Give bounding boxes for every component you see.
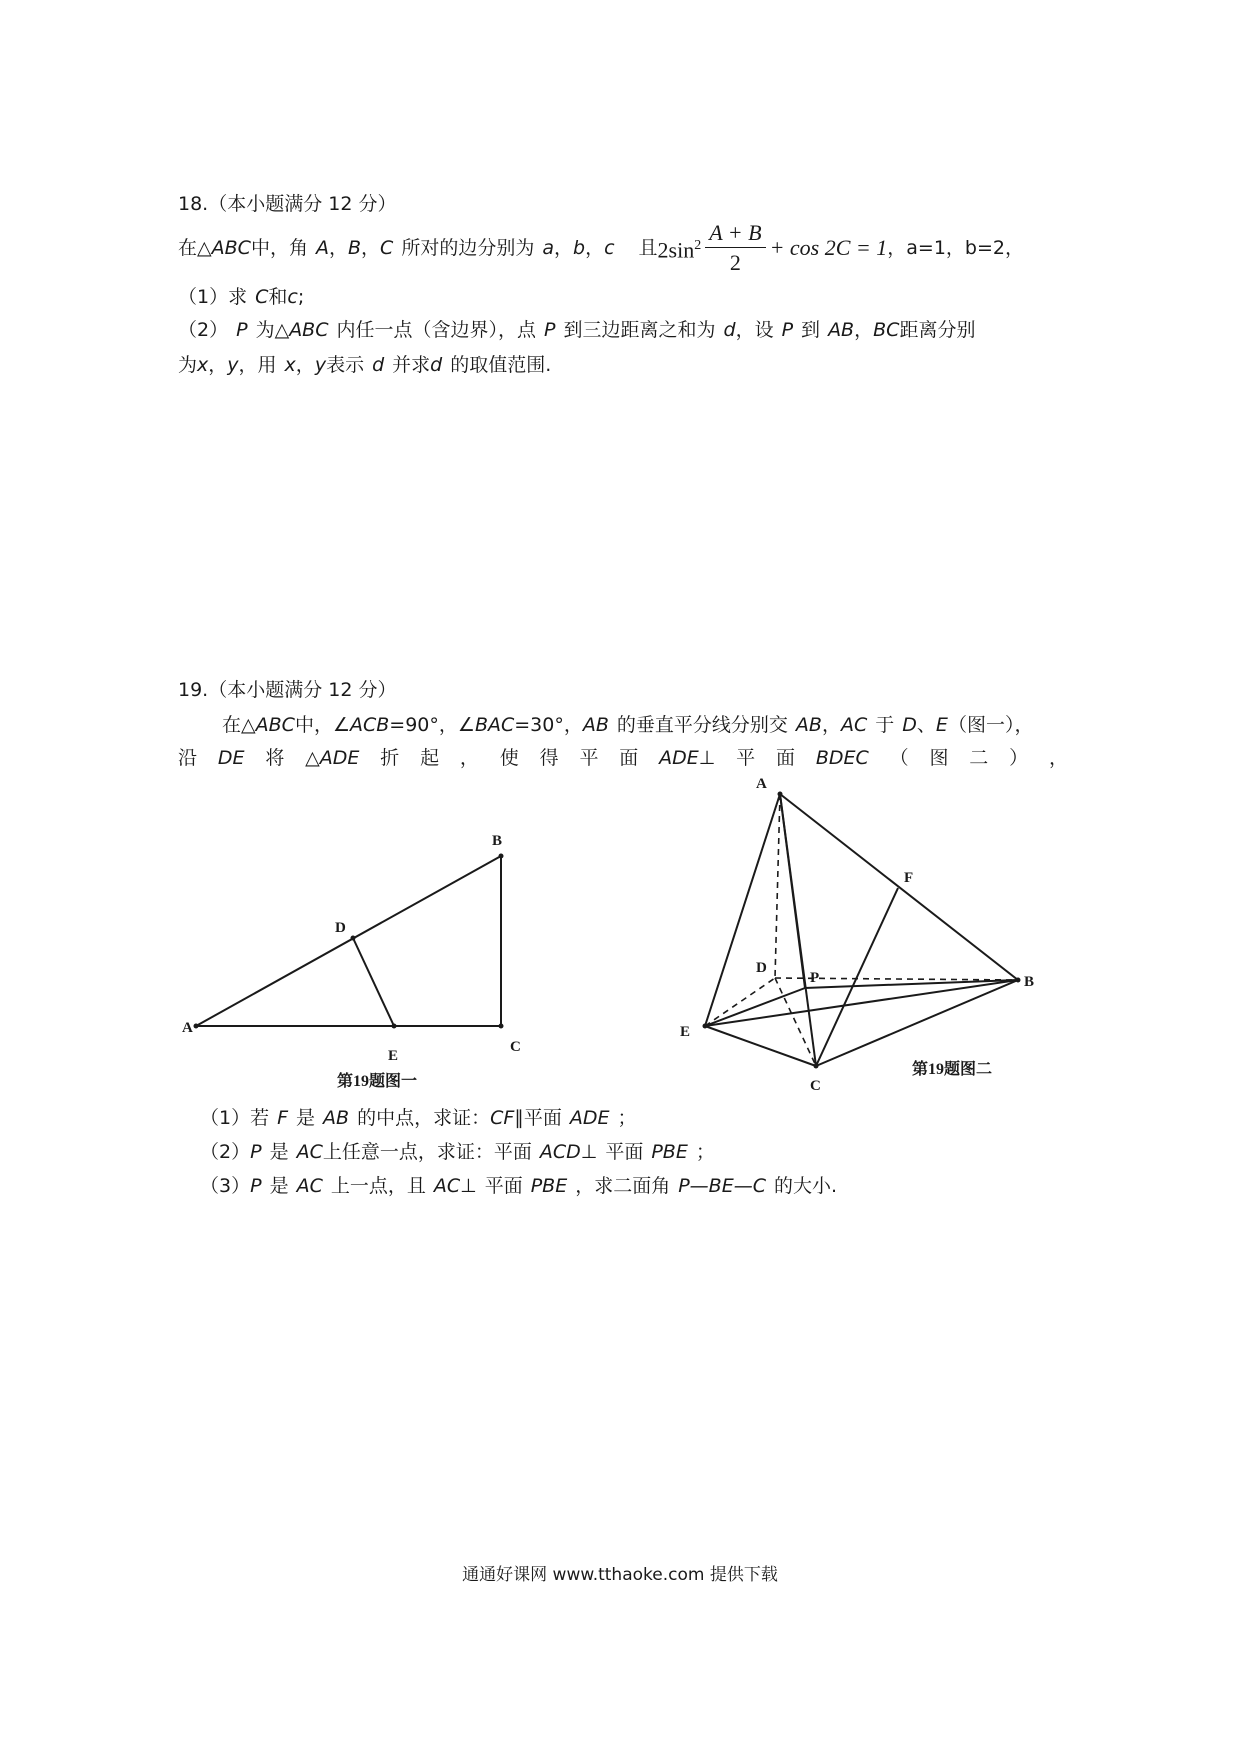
- q19-part1: [200, 1104, 636, 1132]
- var-y: y: [314, 354, 327, 376]
- text: ，求二面角: [575, 1175, 671, 1197]
- fraction: [705, 219, 765, 278]
- var-abc: ABC: [255, 714, 295, 736]
- text: =30°，: [514, 714, 583, 736]
- text: 在△: [178, 237, 212, 259]
- var-ADE: ADE: [569, 1107, 610, 1129]
- q18-heading: 18.（本小题满分 12 分）: [178, 193, 397, 215]
- text: （图一），: [947, 714, 1034, 736]
- var-x: x: [284, 354, 296, 376]
- text: 所对的边分别为: [401, 237, 535, 259]
- text: 沿: [178, 747, 198, 769]
- label-A: A: [756, 776, 767, 792]
- point-E: [703, 1024, 708, 1029]
- text: 的中点，求证：: [357, 1107, 491, 1129]
- figure-2-pyramid: [660, 770, 1060, 1090]
- text: 中，∠: [294, 714, 350, 736]
- point-C: [814, 1064, 819, 1069]
- text: ;: [297, 286, 305, 308]
- point-D: [351, 936, 356, 941]
- var-d: d: [372, 354, 385, 376]
- text: 、: [916, 714, 936, 736]
- text: 和: [268, 286, 288, 308]
- label-C: C: [510, 1039, 521, 1055]
- var-P: P: [781, 319, 794, 341]
- text: 平: [579, 747, 599, 769]
- var-abc: ABC: [211, 237, 251, 259]
- var-d: d: [430, 354, 443, 376]
- text: ，设: [735, 319, 774, 341]
- text: 于: [875, 714, 895, 736]
- text: （2）: [178, 319, 229, 341]
- var-a: a: [542, 237, 554, 259]
- label-C: C: [810, 1078, 821, 1090]
- var-A: A: [315, 237, 329, 259]
- text: 表示: [326, 354, 365, 376]
- var-CF-parallel: CF∥: [490, 1107, 524, 1129]
- text: 的垂直平分线分别交: [616, 714, 788, 736]
- text: 为: [178, 354, 198, 376]
- text: 得: [539, 747, 559, 769]
- var-AB: AB: [582, 714, 609, 736]
- var-B: B: [347, 237, 362, 259]
- label-B: B: [1024, 974, 1035, 990]
- text: 的大小.: [773, 1175, 838, 1197]
- var-C: C: [255, 286, 269, 308]
- formula-exp: 2: [694, 237, 702, 253]
- fraction-denominator: 2: [729, 249, 741, 275]
- var-P: P: [250, 1141, 262, 1163]
- q18-part1: [178, 283, 304, 311]
- text: 并求: [392, 354, 431, 376]
- formula-lead: 2sin: [657, 237, 695, 263]
- label-E: E: [680, 1024, 691, 1040]
- text: 平: [736, 747, 756, 769]
- text: 平面: [523, 1107, 562, 1129]
- edge-ED: [705, 978, 775, 1026]
- edge-CF: [816, 888, 898, 1066]
- text: 是: [269, 1141, 289, 1163]
- text: 在△: [222, 714, 256, 736]
- point-B: [1016, 978, 1021, 983]
- text: ，: [459, 747, 479, 769]
- var-AC: AC: [296, 1175, 323, 1197]
- var-y: y: [227, 354, 239, 376]
- var-bac: BAC: [474, 714, 515, 736]
- text: 是: [296, 1107, 316, 1129]
- var-triangle-ADE: △ADE: [305, 747, 360, 769]
- var-PBE: PBE: [530, 1175, 568, 1197]
- edge-EB: [705, 980, 1018, 1026]
- edge-CB: [816, 980, 1018, 1066]
- var-x: x: [197, 354, 209, 376]
- q19-part3: [200, 1172, 837, 1200]
- var-P: P: [236, 319, 248, 341]
- text: 面: [619, 747, 639, 769]
- var-PBE: PBE: [651, 1141, 688, 1163]
- var-b: b: [573, 237, 586, 259]
- label-B: B: [492, 833, 503, 849]
- q19-statement-line2: [178, 744, 1068, 772]
- text: 折: [380, 747, 400, 769]
- q18-part2-line1: （2） P 为△ABC 内任一点（含边界），点 P 到三边距离之和为 d，设 P 到 AB，BC距离分别: [178, 319, 976, 341]
- text: 内任一点（含边界），点: [336, 319, 537, 341]
- figure-2-caption: 第19题图二: [912, 1061, 993, 1078]
- var-dihedral-angle: P—BE—C: [678, 1175, 766, 1197]
- text: 面: [776, 747, 796, 769]
- var-E: E: [935, 714, 948, 736]
- figure-1-caption: 第19题图一: [337, 1073, 418, 1090]
- point-C: [499, 1024, 504, 1029]
- var-C: C: [380, 237, 394, 259]
- segment-AB: [196, 856, 501, 1026]
- text: 是: [269, 1175, 289, 1197]
- point-B: [499, 854, 504, 859]
- text: 二: [969, 747, 989, 769]
- label-F: F: [904, 870, 914, 886]
- label-D: D: [756, 960, 767, 976]
- footer-credit: 通通好课网 www.tthaoke.com 提供下载: [462, 1565, 778, 1585]
- point-A: [778, 792, 783, 797]
- formula: [658, 232, 702, 264]
- text: 将: [265, 747, 285, 769]
- text: 起: [420, 747, 440, 769]
- var-AB: AB: [828, 319, 855, 341]
- edge-AE: [705, 794, 780, 1026]
- text: （3）: [200, 1175, 251, 1197]
- var-D: D: [902, 714, 917, 736]
- var-AB: AB: [323, 1107, 350, 1129]
- var-AC: AC: [296, 1141, 323, 1163]
- text: 平面: [605, 1141, 644, 1163]
- var-ADE-perp: ADE⊥: [659, 747, 716, 769]
- edge-EP: [705, 988, 805, 1026]
- var-BDEC: BDEC: [815, 747, 869, 769]
- var-F: F: [277, 1107, 289, 1129]
- edge-AD: [775, 794, 780, 978]
- point-E: [392, 1024, 397, 1029]
- text: 图: [929, 747, 949, 769]
- label-D: D: [335, 920, 346, 936]
- var-c: c: [287, 286, 298, 308]
- var-DE: DE: [217, 747, 245, 769]
- formula-tail: + cos 2C = 1: [769, 235, 888, 260]
- label-A: A: [182, 1020, 193, 1036]
- q18-part2-line2: 为x，y，用 x，y表示 d 并求d 的取值范围.: [178, 354, 552, 376]
- text: ；: [617, 1107, 637, 1129]
- text: 距离分别: [899, 319, 976, 341]
- text: 为△: [255, 319, 290, 341]
- q19-statement-line1: 在△ABC中，∠ACB=90°，∠BAC=30°，AB 的垂直平分线分别交 AB，AC 于 D、E（图一），: [222, 714, 1034, 736]
- text: 的取值范围.: [450, 354, 552, 376]
- var-abc: ABC: [289, 319, 329, 341]
- text: （2）: [200, 1141, 251, 1163]
- var-c: c: [604, 237, 615, 259]
- var-P: P: [544, 319, 556, 341]
- text: 且: [638, 237, 658, 259]
- q18-statement-line1: 在△ ABC 中，角 A ， B ， C 所对的边分别为 a ， b ， c 且 $2\sin^2$ $\frac{A + B}{2}$ + cos 2C = 1 ，a=1，b=2，: [178, 218, 1024, 278]
- text: 中，角: [250, 237, 308, 259]
- segment-DE: [353, 938, 394, 1026]
- point-A: [194, 1024, 199, 1029]
- label-P: P: [810, 970, 820, 986]
- text: （: [889, 747, 909, 769]
- label-E: E: [388, 1048, 399, 1064]
- text: 平面: [484, 1175, 523, 1197]
- var-AC: AC: [840, 714, 868, 736]
- q19-heading: 19.（本小题满分 12 分）: [178, 679, 397, 701]
- text: 上一点，且: [330, 1175, 426, 1197]
- text: 使: [499, 747, 519, 769]
- text: 上任意一点，求证：平面: [322, 1141, 532, 1163]
- var-AB: AB: [795, 714, 822, 736]
- text: 到三边距离之和为: [563, 319, 716, 341]
- var-ACD-perp: ACD⊥: [539, 1141, 598, 1163]
- text: （1）求: [178, 286, 248, 308]
- var-AC-perp: AC⊥: [433, 1175, 477, 1197]
- q19-part2: [200, 1138, 715, 1166]
- text: ；: [695, 1141, 715, 1163]
- text: =90°，∠: [389, 714, 475, 736]
- given-values: ，a=1，b=2，: [887, 237, 1024, 259]
- edge-AB: [780, 794, 1018, 980]
- text: 到: [801, 319, 821, 341]
- var-d: d: [723, 319, 736, 341]
- text: （1）若: [200, 1107, 270, 1129]
- var-acb: ACB: [349, 714, 390, 736]
- var-BC: BC: [873, 319, 900, 341]
- edge-AP: [780, 794, 805, 988]
- fraction-numerator: A + B: [705, 219, 765, 248]
- text: ）: [1009, 747, 1029, 769]
- figure-1-triangle: [170, 820, 550, 1080]
- var-P: P: [250, 1175, 262, 1197]
- text: ，用: [238, 354, 277, 376]
- text: ，: [1048, 747, 1068, 769]
